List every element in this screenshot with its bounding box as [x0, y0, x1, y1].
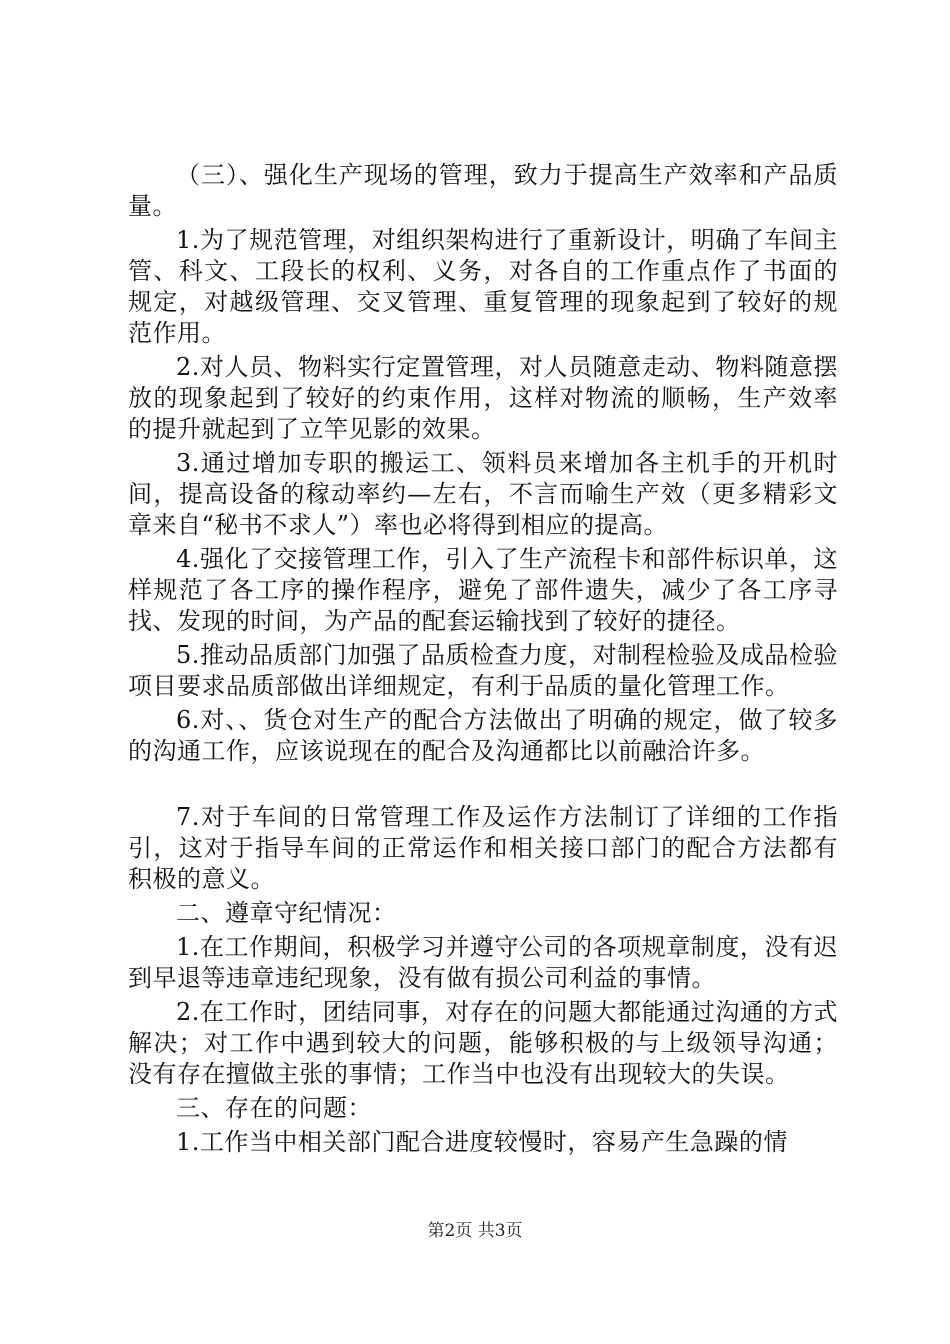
section-heading-discipline: 二、遵章守纪情况：	[176, 899, 397, 927]
paragraph-item-1: 1.为了规范管理，对组织架构进行了重新设计，明确了车间主管、科文、工段长的权利、义务，对各自的工作重点作了书面的规定，对越级管理、交叉管理、重复管理的现象起到了较好的规范作用。	[128, 226, 838, 347]
section-heading-problems: 三、存在的问题：	[176, 1094, 372, 1122]
paragraph-item-3: 3.通过增加专职的搬运工、领料员来增加各主机手的开机时间，提高设备的稼动率约—左右，不言而喻生产效（更多精彩文章来自“秘书不求人”）率也必将得到相应的提高。	[128, 449, 838, 539]
discipline-item-1: 1.在工作期间，积极学习并遵守公司的各项规章制度，没有迟到早退等违章违纪现象，没有做有损公司利益的事情。	[128, 933, 838, 992]
paragraph-item-5: 5.推动品质部门加强了品质检查力度，对制程检验及成品检验项目要求品质部做出详细规定，有利于品质的量化管理工作。	[128, 641, 838, 700]
document-body	[128, 160, 838, 1161]
paragraph-item-4: 4.强化了交接管理工作，引入了生产流程卡和部件标识单，这样规范了各工序的操作程序，避免了部件遗失，减少了各工序寻找、发现的时间，为产品的配套运输找到了较好的捷径。	[128, 545, 838, 635]
paragraph-item-2: 2.对人员、物料实行定置管理，对人员随意走动、物料随意摆放的现象起到了较好的约束作用，这样对物流的顺畅，生产效率的提升就起到了立竿见影的效果。	[128, 353, 838, 443]
page-footer: 第2页 共3页	[427, 1221, 523, 1241]
paragraph-item-7: 7.对于车间的日常管理工作及运作方法制订了详细的工作指引，这对于指导车间的正常运作和相关接口部门的配合方法都有积极的意义。	[128, 803, 838, 893]
paragraph-item-6: 6.对、、货仓对生产的配合方法做出了明确的规定，做了较多的沟通工作，应该说现在的配合及沟通都比以前融洽许多。	[128, 706, 838, 765]
section-heading-3: （三）、强化生产现场的管理，致力于提高生产效率和产品质量。	[128, 161, 838, 220]
discipline-item-2: 2.在工作时，团结同事，对存在的问题大都能通过沟通的方式解决；对工作中遇到较大的问题，能够积极的与上级领导沟通；没有存在擅做主张的事情；工作当中也没有出现较大的失误。	[128, 998, 838, 1088]
problem-item-1: 1.工作当中相关部门配合进度较慢时，容易产生急躁的情	[176, 1128, 788, 1156]
